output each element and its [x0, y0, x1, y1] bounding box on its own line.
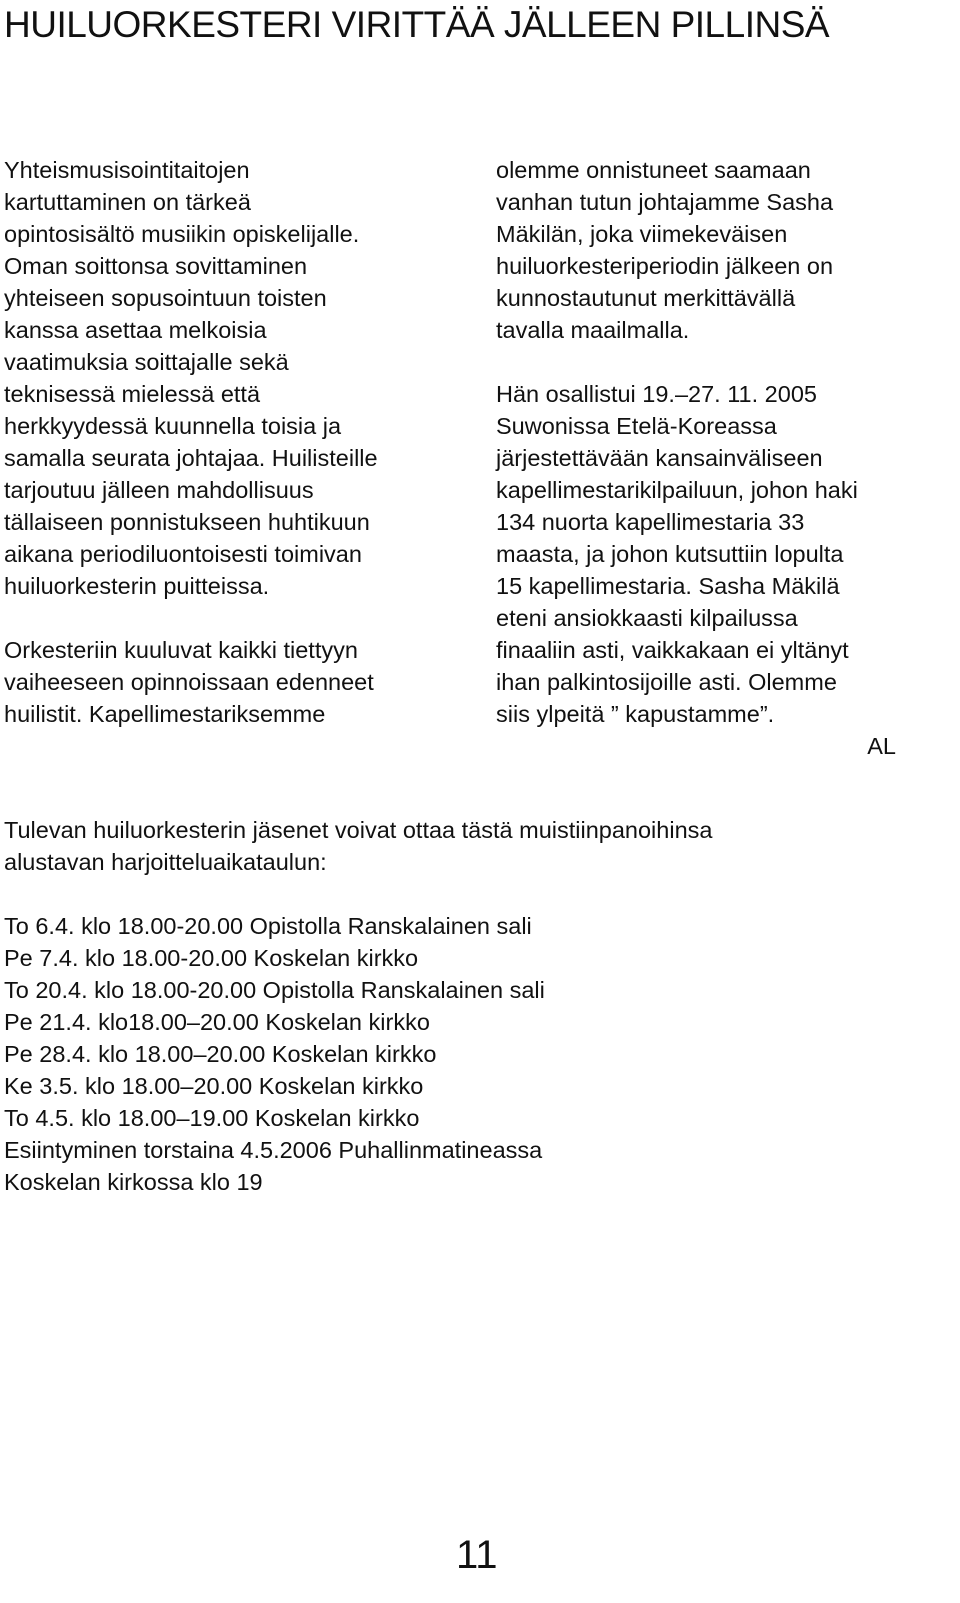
- text-line: siis ylpeitä ” kapustamme”.: [496, 701, 775, 727]
- schedule-item: To 6.4. klo 18.00-20.00 Opistolla Ranskalainen sali: [4, 913, 532, 939]
- text-line: huiluorkesteriperiodin jälkeen on: [496, 253, 834, 279]
- text-line: tällaiseen ponnistukseen huhtikuun: [4, 509, 370, 535]
- left-paragraph-2: [4, 634, 474, 730]
- right-paragraph-1: [496, 154, 956, 346]
- text-line: 15 kapellimestaria. Sasha Mäkilä: [496, 573, 840, 599]
- schedule-intro: [4, 814, 944, 878]
- text-line: maasta, ja johon kutsuttiin lopulta: [496, 541, 844, 567]
- right-column: [496, 154, 956, 762]
- text-line: herkkyydessä kuunnella toisia ja: [4, 413, 342, 439]
- page-number: 11: [456, 1533, 498, 1577]
- text-line: Tulevan huiluorkesterin jäsenet voivat ottaa tästä muistiinpanoihinsa: [4, 817, 713, 843]
- schedule-item: Pe 28.4. klo 18.00–20.00 Koskelan kirkko: [4, 1041, 437, 1067]
- left-column: [4, 154, 474, 730]
- rehearsal-schedule: [4, 814, 944, 1198]
- schedule-item: To 20.4. klo 18.00-20.00 Opistolla Ranskalainen sali: [4, 977, 545, 1003]
- text-line: finaaliin asti, vaikkakaan ei yltänyt: [496, 637, 849, 663]
- schedule-item: Pe 7.4. klo 18.00-20.00 Koskelan kirkko: [4, 945, 419, 971]
- text-line: olemme onnistuneet saamaan: [496, 157, 811, 183]
- schedule-item: Pe 21.4. klo18.00–20.00 Koskelan kirkko: [4, 1009, 430, 1035]
- author-signature: AL: [867, 733, 896, 759]
- schedule-item: Koskelan kirkossa klo 19: [4, 1169, 263, 1195]
- text-line: tavalla maailmalla.: [496, 317, 690, 343]
- schedule-item: Esiintyminen torstaina 4.5.2006 Puhallinmatineassa: [4, 1137, 543, 1163]
- text-line: Yhteismusisointitaitojen: [4, 157, 250, 183]
- text-line: Suwonissa Etelä-Koreassa: [496, 413, 777, 439]
- text-line: vaatimuksia soittajalle sekä: [4, 349, 289, 375]
- left-paragraph-1: [4, 154, 474, 602]
- text-line: alustavan harjoitteluaikataulun:: [4, 849, 327, 875]
- text-line: ihan palkintosijoille asti. Olemme: [496, 669, 837, 695]
- text-line: Hän osallistui 19.–27. 11. 2005: [496, 381, 817, 407]
- schedule-item: Ke 3.5. klo 18.00–20.00 Koskelan kirkko: [4, 1073, 424, 1099]
- text-line: vaiheeseen opinnoissaan edenneet: [4, 669, 374, 695]
- text-line: yhteiseen sopusointuun toisten: [4, 285, 327, 311]
- text-line: kapellimestarikilpailuun, johon haki: [496, 477, 858, 503]
- right-paragraph-2: [496, 378, 956, 762]
- schedule-item: To 4.5. klo 18.00–19.00 Koskelan kirkko: [4, 1105, 420, 1131]
- text-line: kunnostautunut merkittävällä: [496, 285, 796, 311]
- text-line: huilistit. Kapellimestariksemme: [4, 701, 326, 727]
- text-line: järjestettävään kansainväliseen: [496, 445, 823, 471]
- text-line: tarjoutuu jälleen mahdollisuus: [4, 477, 314, 503]
- text-line: 134 nuorta kapellimestaria 33: [496, 509, 805, 535]
- text-line: kanssa asettaa melkoisia: [4, 317, 267, 343]
- text-line: opintosisältö musiikin opiskelijalle.: [4, 221, 360, 247]
- text-line: kartuttaminen on tärkeä: [4, 189, 251, 215]
- text-line: samalla seurata johtajaa. Huilisteille: [4, 445, 378, 471]
- text-line: Orkesteriin kuuluvat kaikki tiettyyn: [4, 637, 358, 663]
- text-line: eteni ansiokkaasti kilpailussa: [496, 605, 798, 631]
- text-line: huiluorkesterin puitteissa.: [4, 573, 270, 599]
- text-line: Mäkilän, joka viimekeväisen: [496, 221, 788, 247]
- text-line: vanhan tutun johtajamme Sasha: [496, 189, 834, 215]
- article-title: HUILUORKESTERI VIRITTÄÄ JÄLLEEN PILLINSÄ: [4, 4, 830, 45]
- schedule-list: [4, 910, 944, 1198]
- text-line: Oman soittonsa sovittaminen: [4, 253, 308, 279]
- text-line: aikana periodiluontoisesti toimivan: [4, 541, 362, 567]
- text-line: teknisessä mielessä että: [4, 381, 261, 407]
